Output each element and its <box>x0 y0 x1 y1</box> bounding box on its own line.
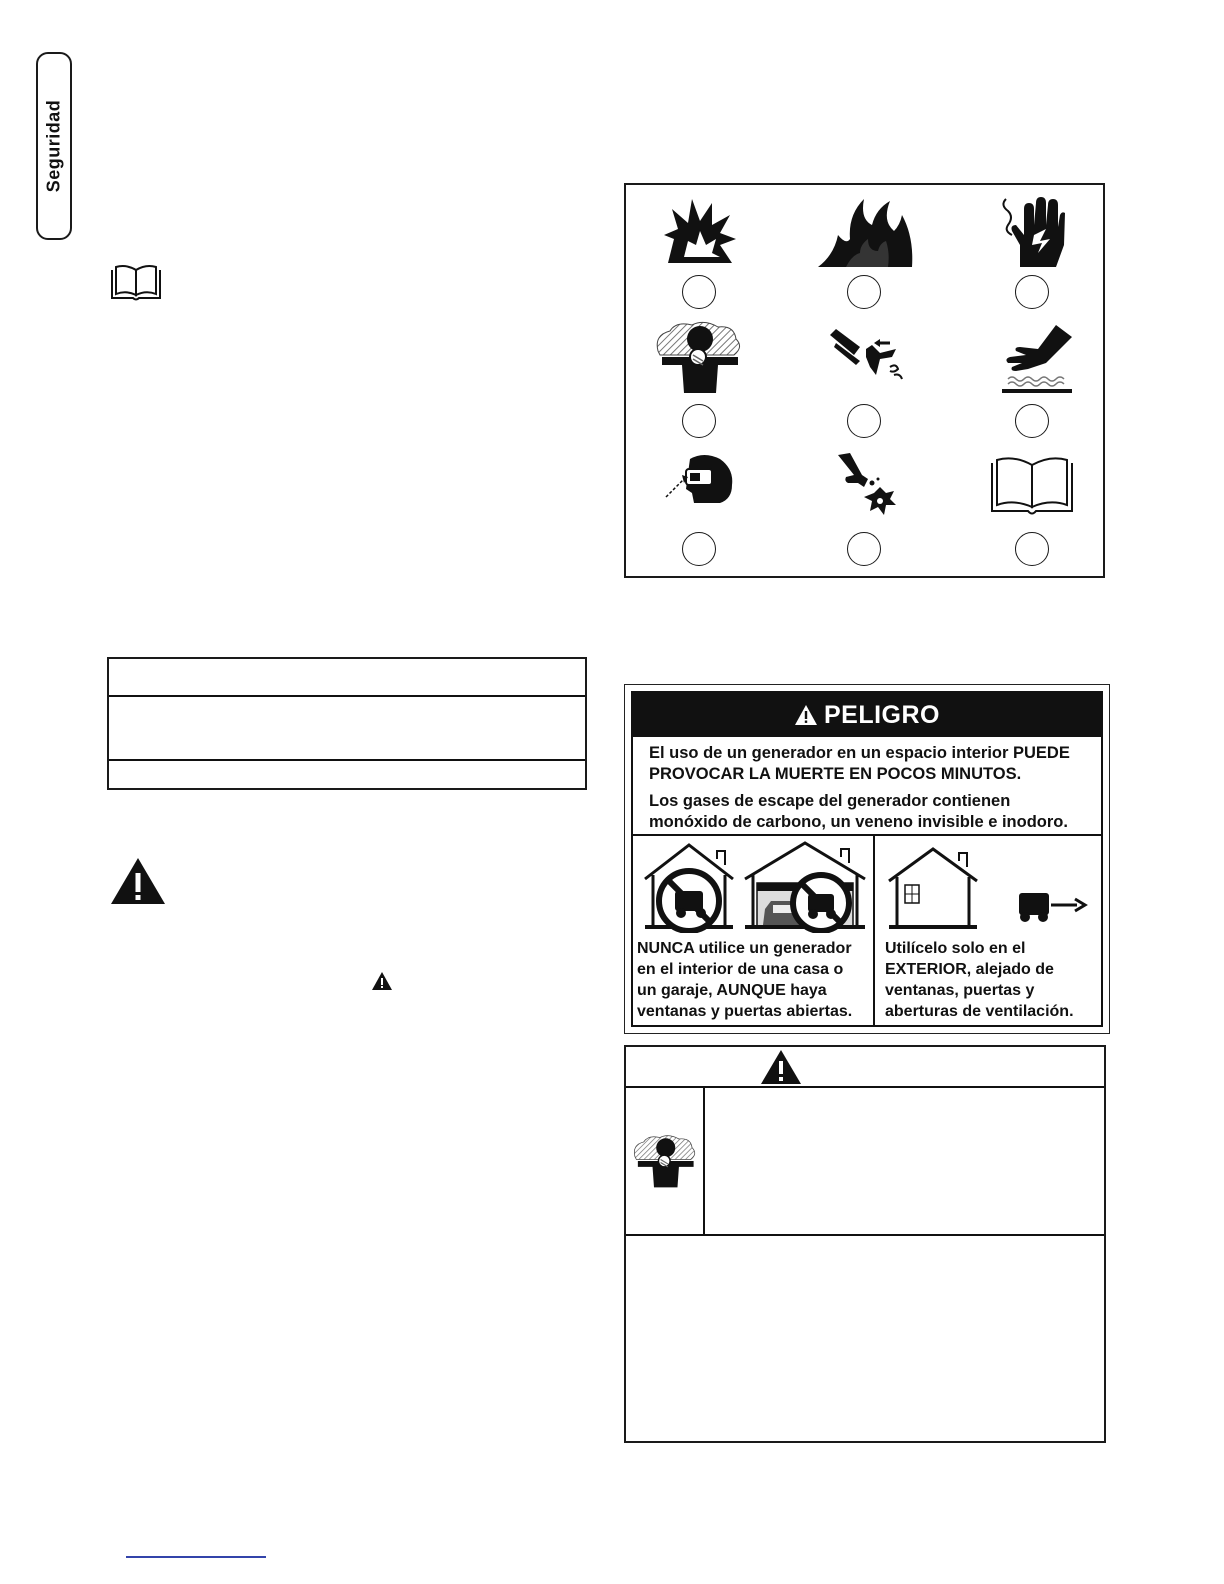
panel-line: ventanas, puertas y <box>885 982 1035 999</box>
symbol-marker-circle <box>682 404 716 438</box>
danger-line: Los gases de escape del generador contienen <box>649 792 1011 810</box>
symbol-marker-circle <box>847 532 881 566</box>
panel-line: un garaje, AUNQUE haya <box>637 982 827 999</box>
warning-triangle-icon <box>794 704 818 726</box>
footer-link-underline[interactable] <box>126 1556 266 1558</box>
read-manual-icon <box>988 457 1076 519</box>
danger-divider <box>633 834 1101 836</box>
symbol-marker-circle <box>682 532 716 566</box>
kickback-icon <box>826 327 906 385</box>
section-tab-label: Seguridad <box>43 99 64 193</box>
hazard-symbols-grid <box>624 183 1105 578</box>
explosion-icon <box>662 195 738 267</box>
outdoor-allowed-illustration <box>885 843 1105 931</box>
danger-divider <box>873 834 875 1025</box>
warning-box-divider <box>626 1234 1104 1236</box>
danger-label <box>624 684 1110 1034</box>
symbol-marker-circle <box>1015 275 1049 309</box>
warning-box-divider <box>703 1087 705 1234</box>
fire-icon <box>818 199 912 267</box>
hot-surface-icon <box>998 323 1076 395</box>
panel-line: NUNCA utilice un generador <box>637 940 852 957</box>
panel-line: EXTERIOR, alejado de <box>885 961 1054 978</box>
toxic-fumes-icon <box>654 321 744 393</box>
table-divider <box>109 695 585 697</box>
danger-header-text: PELIGRO <box>823 700 940 729</box>
symbol-marker-circle <box>847 275 881 309</box>
indoor-warning-text <box>637 938 852 1022</box>
symbol-marker-circle <box>682 275 716 309</box>
eye-protection-icon <box>664 455 736 505</box>
panel-line: en el interior de una casa o <box>637 961 844 978</box>
danger-explanation <box>649 791 1089 833</box>
danger-header <box>633 693 1101 737</box>
section-tab[interactable] <box>36 52 72 240</box>
symbol-marker-circle <box>847 404 881 438</box>
symbol-marker-circle <box>1015 404 1049 438</box>
table-divider <box>109 759 585 761</box>
open-book-icon <box>108 264 164 304</box>
danger-statement <box>649 743 1089 785</box>
warning-triangle-icon <box>760 1049 802 1085</box>
indoor-prohibited-illustration <box>641 839 869 933</box>
moving-parts-icon <box>834 453 898 521</box>
panel-line: aberturas de ventilación. <box>885 1003 1074 1020</box>
symbol-marker-circle <box>1015 532 1049 566</box>
panel-line: ventanas y puertas abiertas. <box>637 1003 853 1020</box>
outdoor-instruction-text <box>885 938 1074 1022</box>
toxic-fumes-icon <box>632 1133 698 1189</box>
warning-box <box>624 1045 1106 1443</box>
danger-line: PROVOCAR LA MUERTE EN POCOS MINUTOS. <box>649 765 1022 783</box>
warning-triangle-icon <box>109 856 167 906</box>
panel-line: Utilícelo solo en el <box>885 940 1026 957</box>
danger-line: El uso de un generador en un espacio interior PUEDE <box>649 744 1070 762</box>
warning-box-divider <box>626 1086 1104 1088</box>
info-table <box>107 657 587 790</box>
electric-shock-icon <box>1000 195 1066 269</box>
inline-warning-triangle-icon <box>371 971 393 991</box>
danger-line: monóxido de carbono, un veneno invisible e inodoro. <box>649 813 1068 831</box>
